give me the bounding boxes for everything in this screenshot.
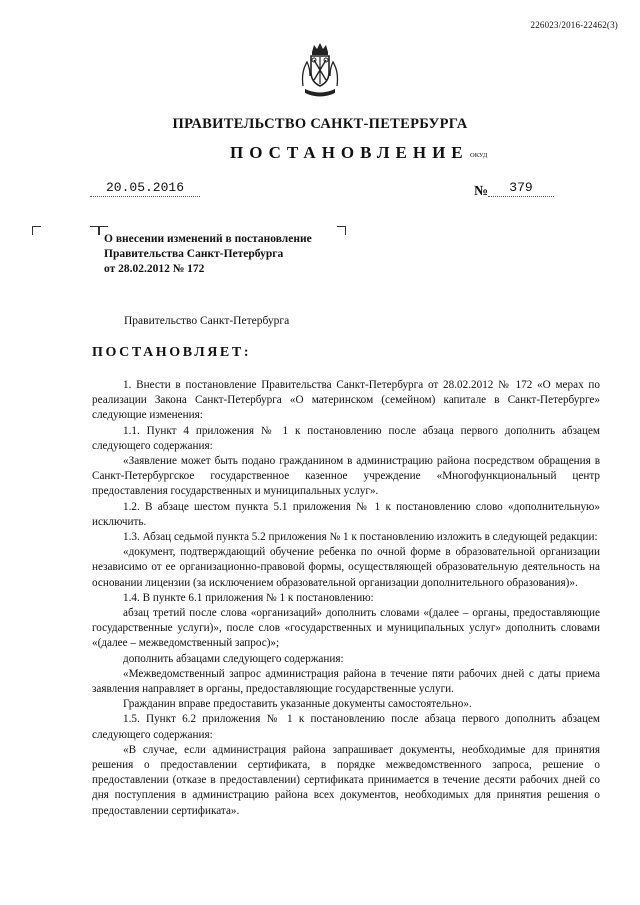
decree-date-field bbox=[90, 178, 200, 197]
decree-number: 379 bbox=[509, 180, 533, 195]
subject-line: от 28.02.2012 № 172 bbox=[104, 262, 205, 275]
paragraph: дополнить абзацами следующего содержания: bbox=[123, 652, 344, 665]
subject-line: Правительства Санкт-Петербурга bbox=[104, 247, 284, 260]
government-title: ПРАВИТЕЛЬСТВО САНКТ-ПЕТЕРБУРГА bbox=[172, 116, 468, 132]
number-label: № bbox=[474, 184, 489, 199]
document-registration-number: 226023/2016-22462(3) bbox=[530, 20, 618, 30]
decree-subject bbox=[104, 232, 354, 276]
decree-body bbox=[92, 378, 600, 819]
corner-mark bbox=[90, 226, 99, 235]
paragraph: 1.5. Пункт 6.2 приложения № 1 к постановлению после абзаца первого дополнить абзацем следующего содержания: bbox=[92, 713, 600, 741]
paragraph: 1.3. Абзац седьмой пункта 5.2 приложения № 1 к постановлению изложить в следующей редакции: bbox=[123, 531, 598, 544]
paragraph: «Межведомственный запрос администрация района в течение пяти рабочих дней с даты приема заявления направляет в органы, предоставляющие государственные услуги. bbox=[92, 667, 600, 696]
paragraph: абзац третий после слова «организаций» дополнить словами «(далее – органы, предоставляющие государственные услуги)», после слов «государственных и муниципальных услуг» дополнить словами «(далее – межведомственный запрос)»; bbox=[92, 607, 600, 650]
decree-date: 20.05.2016 bbox=[105, 180, 184, 195]
decree-title: ПОСТАНОВЛЕНИЕ bbox=[230, 143, 469, 162]
okud-label: ОКУД bbox=[470, 152, 488, 159]
paragraph: 1.1. Пункт 4 приложения № 1 к постановлению после абзаца первого дополнить абзацем следующего содержания: bbox=[92, 424, 600, 452]
paragraph: 1.2. В абзаце шестом пункта 5.1 приложения № 1 к постановлению слово «дополнительную» исключить. bbox=[92, 500, 600, 528]
paragraph: Гражданин вправе предоставить указанные документы самостоятельно». bbox=[123, 698, 472, 711]
paragraph: «документ, подтверждающий обучение ребенка по очной форме в образовательной организации независимо от ее организационно-правовой формы, осуществляющей образовательную деятельность на основании лицензии (за исключением образовательной организации дополнительного образования)». bbox=[92, 546, 600, 589]
paragraph: «В случае, если администрация района запрашивает документы, необходимые для принятия решения о предоставлении сертификата, в порядке межведомственного запроса, решение о предоставлении (отказе в предоставлении) сертификата принимается в течение десяти рабочих дней со дня поступления в администрацию района всех документов, необходимых для принятия решения о предоставлении сертификата». bbox=[92, 743, 600, 817]
paragraph: «Заявление может быть подано гражданином в администрацию района посредством обращения в Санкт-Петербургское государственное казенное учреждение «Многофункциональный центр предоставления государственных и муниципальных услуг». bbox=[92, 455, 600, 498]
subject-line: О внесении изменений в постановление bbox=[104, 233, 312, 245]
resolves-heading: ПОСТАНОВЛЯЕТ: bbox=[92, 345, 252, 360]
decree-number-field bbox=[488, 178, 554, 197]
issuing-government: Правительство Санкт-Петербурга bbox=[124, 315, 290, 327]
corner-mark bbox=[32, 226, 41, 235]
paragraph: 1.4. В пункте 6.1 приложения № 1 к постановлению: bbox=[123, 591, 374, 604]
paragraph: 1. Внести в постановление Правительства Санкт-Петербурга от 28.02.2012 № 172 «О мерах по реализации Закона Санкт-Петербурга «О материнском (семейном) капитале в Санкт-Петербурге» следующие изменения: bbox=[92, 379, 600, 422]
coat-of-arms-icon bbox=[299, 42, 341, 100]
